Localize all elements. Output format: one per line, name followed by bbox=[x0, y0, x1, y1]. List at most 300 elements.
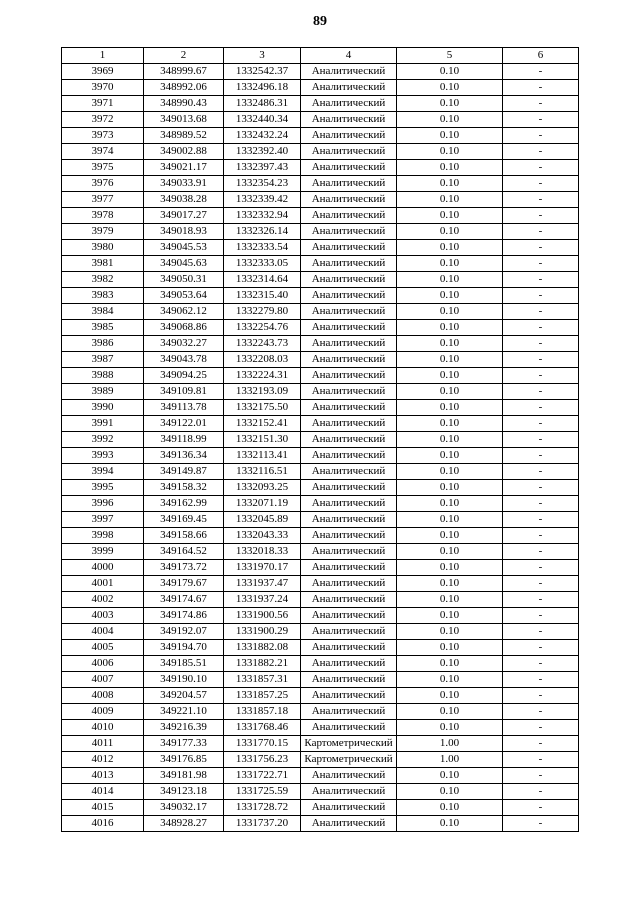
table-body bbox=[62, 64, 579, 832]
x-coordinate-cell: 348989.52 bbox=[144, 128, 224, 144]
x-coordinate-cell: 349221.10 bbox=[144, 704, 224, 720]
method-cell: Аналитический bbox=[301, 592, 397, 608]
note-cell: - bbox=[503, 608, 579, 624]
accuracy-cell: 0.10 bbox=[397, 176, 503, 192]
accuracy-cell: 0.10 bbox=[397, 416, 503, 432]
point-number-cell: 3974 bbox=[62, 144, 144, 160]
point-number-cell: 3991 bbox=[62, 416, 144, 432]
y-coordinate-cell: 1332113.41 bbox=[224, 448, 301, 464]
y-coordinate-cell: 1331857.25 bbox=[224, 688, 301, 704]
note-cell: - bbox=[503, 352, 579, 368]
table-row bbox=[62, 416, 579, 432]
table-row bbox=[62, 432, 579, 448]
point-number-cell: 4010 bbox=[62, 720, 144, 736]
note-cell: - bbox=[503, 736, 579, 752]
y-coordinate-cell: 1332332.94 bbox=[224, 208, 301, 224]
note-cell: - bbox=[503, 128, 579, 144]
point-number-cell: 4008 bbox=[62, 688, 144, 704]
point-number-cell: 3981 bbox=[62, 256, 144, 272]
y-coordinate-cell: 1332279.80 bbox=[224, 304, 301, 320]
x-coordinate-cell: 349045.63 bbox=[144, 256, 224, 272]
y-coordinate-cell: 1332018.33 bbox=[224, 544, 301, 560]
y-coordinate-cell: 1331857.31 bbox=[224, 672, 301, 688]
method-cell: Аналитический bbox=[301, 288, 397, 304]
x-coordinate-cell: 348992.06 bbox=[144, 80, 224, 96]
accuracy-cell: 0.10 bbox=[397, 448, 503, 464]
y-coordinate-cell: 1331722.71 bbox=[224, 768, 301, 784]
note-cell: - bbox=[503, 240, 579, 256]
point-number-cell: 4015 bbox=[62, 800, 144, 816]
method-cell: Аналитический bbox=[301, 496, 397, 512]
y-coordinate-cell: 1331900.29 bbox=[224, 624, 301, 640]
method-cell: Аналитический bbox=[301, 560, 397, 576]
point-number-cell: 3986 bbox=[62, 336, 144, 352]
method-cell: Аналитический bbox=[301, 816, 397, 832]
x-coordinate-cell: 349062.12 bbox=[144, 304, 224, 320]
point-number-cell: 4009 bbox=[62, 704, 144, 720]
table-row bbox=[62, 384, 579, 400]
point-number-cell: 3977 bbox=[62, 192, 144, 208]
note-cell: - bbox=[503, 320, 579, 336]
point-number-cell: 3996 bbox=[62, 496, 144, 512]
x-coordinate-cell: 349118.99 bbox=[144, 432, 224, 448]
method-cell: Аналитический bbox=[301, 576, 397, 592]
x-coordinate-cell: 349123.18 bbox=[144, 784, 224, 800]
table-row bbox=[62, 704, 579, 720]
point-number-cell: 3980 bbox=[62, 240, 144, 256]
table-row bbox=[62, 672, 579, 688]
table-row bbox=[62, 304, 579, 320]
note-cell: - bbox=[503, 560, 579, 576]
accuracy-cell: 0.10 bbox=[397, 656, 503, 672]
y-coordinate-cell: 1332440.34 bbox=[224, 112, 301, 128]
x-coordinate-cell: 349173.72 bbox=[144, 560, 224, 576]
y-coordinate-cell: 1331728.72 bbox=[224, 800, 301, 816]
note-cell: - bbox=[503, 272, 579, 288]
x-coordinate-cell: 349068.86 bbox=[144, 320, 224, 336]
y-coordinate-cell: 1331770.15 bbox=[224, 736, 301, 752]
method-cell: Аналитический bbox=[301, 528, 397, 544]
method-cell: Аналитический bbox=[301, 112, 397, 128]
point-number-cell: 3970 bbox=[62, 80, 144, 96]
method-cell: Аналитический bbox=[301, 544, 397, 560]
point-number-cell: 4013 bbox=[62, 768, 144, 784]
note-cell: - bbox=[503, 464, 579, 480]
x-coordinate-cell: 349017.27 bbox=[144, 208, 224, 224]
x-coordinate-cell: 349053.64 bbox=[144, 288, 224, 304]
note-cell: - bbox=[503, 512, 579, 528]
x-coordinate-cell: 349032.17 bbox=[144, 800, 224, 816]
table-row bbox=[62, 176, 579, 192]
method-cell: Аналитический bbox=[301, 192, 397, 208]
y-coordinate-cell: 1332354.23 bbox=[224, 176, 301, 192]
table-row bbox=[62, 496, 579, 512]
y-coordinate-cell: 1332045.89 bbox=[224, 512, 301, 528]
table-row bbox=[62, 144, 579, 160]
y-coordinate-cell: 1332496.18 bbox=[224, 80, 301, 96]
y-coordinate-cell: 1331937.47 bbox=[224, 576, 301, 592]
x-coordinate-cell: 349158.32 bbox=[144, 480, 224, 496]
y-coordinate-cell: 1332333.05 bbox=[224, 256, 301, 272]
note-cell: - bbox=[503, 720, 579, 736]
y-coordinate-cell: 1332339.42 bbox=[224, 192, 301, 208]
note-cell: - bbox=[503, 432, 579, 448]
accuracy-cell: 0.10 bbox=[397, 288, 503, 304]
x-coordinate-cell: 349216.39 bbox=[144, 720, 224, 736]
point-number-cell: 3972 bbox=[62, 112, 144, 128]
method-cell: Аналитический bbox=[301, 624, 397, 640]
x-coordinate-cell: 349185.51 bbox=[144, 656, 224, 672]
y-coordinate-cell: 1332151.30 bbox=[224, 432, 301, 448]
accuracy-cell: 0.10 bbox=[397, 480, 503, 496]
x-coordinate-cell: 349177.33 bbox=[144, 736, 224, 752]
method-cell: Аналитический bbox=[301, 128, 397, 144]
point-number-cell: 3992 bbox=[62, 432, 144, 448]
note-cell: - bbox=[503, 288, 579, 304]
y-coordinate-cell: 1332333.54 bbox=[224, 240, 301, 256]
method-cell: Аналитический bbox=[301, 432, 397, 448]
column-header: 3 bbox=[224, 48, 301, 64]
method-cell: Аналитический bbox=[301, 784, 397, 800]
x-coordinate-cell: 349176.85 bbox=[144, 752, 224, 768]
accuracy-cell: 0.10 bbox=[397, 208, 503, 224]
column-header: 5 bbox=[397, 48, 503, 64]
method-cell: Картометрический bbox=[301, 752, 397, 768]
column-header: 1 bbox=[62, 48, 144, 64]
method-cell: Аналитический bbox=[301, 480, 397, 496]
accuracy-cell: 0.10 bbox=[397, 816, 503, 832]
x-coordinate-cell: 349149.87 bbox=[144, 464, 224, 480]
accuracy-cell: 0.10 bbox=[397, 768, 503, 784]
accuracy-cell: 0.10 bbox=[397, 192, 503, 208]
accuracy-cell: 0.10 bbox=[397, 720, 503, 736]
table-row bbox=[62, 720, 579, 736]
accuracy-cell: 0.10 bbox=[397, 96, 503, 112]
x-coordinate-cell: 349045.53 bbox=[144, 240, 224, 256]
table-row bbox=[62, 576, 579, 592]
y-coordinate-cell: 1331768.46 bbox=[224, 720, 301, 736]
point-number-cell: 3998 bbox=[62, 528, 144, 544]
note-cell: - bbox=[503, 304, 579, 320]
table-row bbox=[62, 784, 579, 800]
accuracy-cell: 0.10 bbox=[397, 304, 503, 320]
point-number-cell: 4014 bbox=[62, 784, 144, 800]
x-coordinate-cell: 348990.43 bbox=[144, 96, 224, 112]
accuracy-cell: 0.10 bbox=[397, 464, 503, 480]
point-number-cell: 4007 bbox=[62, 672, 144, 688]
table-row bbox=[62, 112, 579, 128]
note-cell: - bbox=[503, 192, 579, 208]
y-coordinate-cell: 1332152.41 bbox=[224, 416, 301, 432]
accuracy-cell: 0.10 bbox=[397, 368, 503, 384]
table-row bbox=[62, 368, 579, 384]
y-coordinate-cell: 1332326.14 bbox=[224, 224, 301, 240]
point-number-cell: 4016 bbox=[62, 816, 144, 832]
accuracy-cell: 0.10 bbox=[397, 256, 503, 272]
accuracy-cell: 0.10 bbox=[397, 640, 503, 656]
method-cell: Аналитический bbox=[301, 448, 397, 464]
accuracy-cell: 0.10 bbox=[397, 496, 503, 512]
y-coordinate-cell: 1332093.25 bbox=[224, 480, 301, 496]
note-cell: - bbox=[503, 384, 579, 400]
method-cell: Аналитический bbox=[301, 400, 397, 416]
point-number-cell: 3999 bbox=[62, 544, 144, 560]
point-number-cell: 3995 bbox=[62, 480, 144, 496]
note-cell: - bbox=[503, 160, 579, 176]
point-number-cell: 4000 bbox=[62, 560, 144, 576]
method-cell: Аналитический bbox=[301, 304, 397, 320]
x-coordinate-cell: 349109.81 bbox=[144, 384, 224, 400]
note-cell: - bbox=[503, 784, 579, 800]
note-cell: - bbox=[503, 624, 579, 640]
accuracy-cell: 0.10 bbox=[397, 544, 503, 560]
point-number-cell: 3978 bbox=[62, 208, 144, 224]
method-cell: Аналитический bbox=[301, 96, 397, 112]
accuracy-cell: 0.10 bbox=[397, 400, 503, 416]
point-number-cell: 4005 bbox=[62, 640, 144, 656]
method-cell: Аналитический bbox=[301, 656, 397, 672]
x-coordinate-cell: 349174.67 bbox=[144, 592, 224, 608]
table-row bbox=[62, 608, 579, 624]
method-cell: Аналитический bbox=[301, 416, 397, 432]
accuracy-cell: 0.10 bbox=[397, 608, 503, 624]
table-header-row bbox=[62, 48, 579, 64]
method-cell: Аналитический bbox=[301, 320, 397, 336]
x-coordinate-cell: 349162.99 bbox=[144, 496, 224, 512]
table-row bbox=[62, 320, 579, 336]
table-row bbox=[62, 736, 579, 752]
table-row bbox=[62, 464, 579, 480]
point-number-cell: 3971 bbox=[62, 96, 144, 112]
y-coordinate-cell: 1331900.56 bbox=[224, 608, 301, 624]
accuracy-cell: 0.10 bbox=[397, 320, 503, 336]
point-number-cell: 4003 bbox=[62, 608, 144, 624]
x-coordinate-cell: 349038.28 bbox=[144, 192, 224, 208]
x-coordinate-cell: 349136.34 bbox=[144, 448, 224, 464]
table-row bbox=[62, 64, 579, 80]
y-coordinate-cell: 1332397.43 bbox=[224, 160, 301, 176]
y-coordinate-cell: 1332175.50 bbox=[224, 400, 301, 416]
method-cell: Аналитический bbox=[301, 768, 397, 784]
accuracy-cell: 0.10 bbox=[397, 336, 503, 352]
table-row bbox=[62, 80, 579, 96]
note-cell: - bbox=[503, 224, 579, 240]
table-row bbox=[62, 448, 579, 464]
point-number-cell: 3979 bbox=[62, 224, 144, 240]
point-number-cell: 3993 bbox=[62, 448, 144, 464]
x-coordinate-cell: 348928.27 bbox=[144, 816, 224, 832]
y-coordinate-cell: 1331882.21 bbox=[224, 656, 301, 672]
note-cell: - bbox=[503, 448, 579, 464]
y-coordinate-cell: 1332193.09 bbox=[224, 384, 301, 400]
y-coordinate-cell: 1331882.08 bbox=[224, 640, 301, 656]
column-header: 2 bbox=[144, 48, 224, 64]
x-coordinate-cell: 349204.57 bbox=[144, 688, 224, 704]
accuracy-cell: 0.10 bbox=[397, 240, 503, 256]
point-number-cell: 4006 bbox=[62, 656, 144, 672]
x-coordinate-cell: 349050.31 bbox=[144, 272, 224, 288]
point-number-cell: 3983 bbox=[62, 288, 144, 304]
point-number-cell: 3984 bbox=[62, 304, 144, 320]
note-cell: - bbox=[503, 576, 579, 592]
y-coordinate-cell: 1332542.37 bbox=[224, 64, 301, 80]
method-cell: Аналитический bbox=[301, 64, 397, 80]
table-row bbox=[62, 816, 579, 832]
note-cell: - bbox=[503, 400, 579, 416]
method-cell: Аналитический bbox=[301, 80, 397, 96]
table-row bbox=[62, 96, 579, 112]
x-coordinate-cell: 349192.07 bbox=[144, 624, 224, 640]
accuracy-cell: 0.10 bbox=[397, 624, 503, 640]
accuracy-cell: 0.10 bbox=[397, 672, 503, 688]
point-number-cell: 4004 bbox=[62, 624, 144, 640]
accuracy-cell: 0.10 bbox=[397, 64, 503, 80]
accuracy-cell: 0.10 bbox=[397, 384, 503, 400]
x-coordinate-cell: 348999.67 bbox=[144, 64, 224, 80]
table-row bbox=[62, 592, 579, 608]
y-coordinate-cell: 1332254.76 bbox=[224, 320, 301, 336]
method-cell: Аналитический bbox=[301, 368, 397, 384]
accuracy-cell: 0.10 bbox=[397, 128, 503, 144]
x-coordinate-cell: 349021.17 bbox=[144, 160, 224, 176]
note-cell: - bbox=[503, 592, 579, 608]
note-cell: - bbox=[503, 368, 579, 384]
point-number-cell: 4001 bbox=[62, 576, 144, 592]
table-row bbox=[62, 624, 579, 640]
y-coordinate-cell: 1331857.18 bbox=[224, 704, 301, 720]
table-row bbox=[62, 160, 579, 176]
note-cell: - bbox=[503, 112, 579, 128]
y-coordinate-cell: 1331725.59 bbox=[224, 784, 301, 800]
method-cell: Аналитический bbox=[301, 688, 397, 704]
table-row bbox=[62, 208, 579, 224]
point-number-cell: 3987 bbox=[62, 352, 144, 368]
y-coordinate-cell: 1332392.40 bbox=[224, 144, 301, 160]
method-cell: Аналитический bbox=[301, 240, 397, 256]
method-cell: Аналитический bbox=[301, 160, 397, 176]
column-header: 6 bbox=[503, 48, 579, 64]
x-coordinate-cell: 349181.98 bbox=[144, 768, 224, 784]
note-cell: - bbox=[503, 256, 579, 272]
page-number: 89 bbox=[313, 14, 327, 29]
y-coordinate-cell: 1332432.24 bbox=[224, 128, 301, 144]
accuracy-cell: 0.10 bbox=[397, 112, 503, 128]
point-number-cell: 4002 bbox=[62, 592, 144, 608]
accuracy-cell: 0.10 bbox=[397, 784, 503, 800]
note-cell: - bbox=[503, 688, 579, 704]
table-row bbox=[62, 656, 579, 672]
note-cell: - bbox=[503, 544, 579, 560]
point-number-cell: 3994 bbox=[62, 464, 144, 480]
table-row bbox=[62, 224, 579, 240]
table-row bbox=[62, 400, 579, 416]
method-cell: Аналитический bbox=[301, 352, 397, 368]
method-cell: Аналитический bbox=[301, 176, 397, 192]
note-cell: - bbox=[503, 672, 579, 688]
table-row bbox=[62, 128, 579, 144]
point-number-cell: 3988 bbox=[62, 368, 144, 384]
note-cell: - bbox=[503, 496, 579, 512]
y-coordinate-cell: 1332243.73 bbox=[224, 336, 301, 352]
table-row bbox=[62, 512, 579, 528]
method-cell: Аналитический bbox=[301, 464, 397, 480]
method-cell: Аналитический bbox=[301, 800, 397, 816]
note-cell: - bbox=[503, 528, 579, 544]
note-cell: - bbox=[503, 416, 579, 432]
note-cell: - bbox=[503, 768, 579, 784]
y-coordinate-cell: 1332208.03 bbox=[224, 352, 301, 368]
note-cell: - bbox=[503, 800, 579, 816]
point-number-cell: 3989 bbox=[62, 384, 144, 400]
y-coordinate-cell: 1332224.31 bbox=[224, 368, 301, 384]
point-number-cell: 3997 bbox=[62, 512, 144, 528]
note-cell: - bbox=[503, 704, 579, 720]
point-number-cell: 3973 bbox=[62, 128, 144, 144]
y-coordinate-cell: 1331737.20 bbox=[224, 816, 301, 832]
table-row bbox=[62, 192, 579, 208]
point-number-cell: 3982 bbox=[62, 272, 144, 288]
accuracy-cell: 0.10 bbox=[397, 592, 503, 608]
note-cell: - bbox=[503, 64, 579, 80]
table-row bbox=[62, 272, 579, 288]
note-cell: - bbox=[503, 656, 579, 672]
accuracy-cell: 0.10 bbox=[397, 432, 503, 448]
table-row bbox=[62, 240, 579, 256]
x-coordinate-cell: 349002.88 bbox=[144, 144, 224, 160]
accuracy-cell: 0.10 bbox=[397, 528, 503, 544]
method-cell: Аналитический bbox=[301, 512, 397, 528]
table-row bbox=[62, 544, 579, 560]
x-coordinate-cell: 349113.78 bbox=[144, 400, 224, 416]
accuracy-cell: 1.00 bbox=[397, 752, 503, 768]
table-row bbox=[62, 800, 579, 816]
point-number-cell: 3990 bbox=[62, 400, 144, 416]
accuracy-cell: 0.10 bbox=[397, 272, 503, 288]
y-coordinate-cell: 1332043.33 bbox=[224, 528, 301, 544]
x-coordinate-cell: 349169.45 bbox=[144, 512, 224, 528]
accuracy-cell: 1.00 bbox=[397, 736, 503, 752]
x-coordinate-cell: 349043.78 bbox=[144, 352, 224, 368]
point-number-cell: 3976 bbox=[62, 176, 144, 192]
table-row bbox=[62, 560, 579, 576]
x-coordinate-cell: 349179.67 bbox=[144, 576, 224, 592]
x-coordinate-cell: 349190.10 bbox=[144, 672, 224, 688]
method-cell: Аналитический bbox=[301, 224, 397, 240]
table-row bbox=[62, 352, 579, 368]
table-row bbox=[62, 528, 579, 544]
point-number-cell: 4011 bbox=[62, 736, 144, 752]
method-cell: Аналитический bbox=[301, 256, 397, 272]
method-cell: Аналитический bbox=[301, 208, 397, 224]
note-cell: - bbox=[503, 336, 579, 352]
y-coordinate-cell: 1331756.23 bbox=[224, 752, 301, 768]
y-coordinate-cell: 1332314.64 bbox=[224, 272, 301, 288]
x-coordinate-cell: 349122.01 bbox=[144, 416, 224, 432]
accuracy-cell: 0.10 bbox=[397, 800, 503, 816]
table-row bbox=[62, 256, 579, 272]
accuracy-cell: 0.10 bbox=[397, 80, 503, 96]
method-cell: Аналитический bbox=[301, 704, 397, 720]
note-cell: - bbox=[503, 640, 579, 656]
x-coordinate-cell: 349174.86 bbox=[144, 608, 224, 624]
point-number-cell: 3969 bbox=[62, 64, 144, 80]
table-row bbox=[62, 768, 579, 784]
point-number-cell: 3985 bbox=[62, 320, 144, 336]
method-cell: Аналитический bbox=[301, 144, 397, 160]
accuracy-cell: 0.10 bbox=[397, 560, 503, 576]
accuracy-cell: 0.10 bbox=[397, 352, 503, 368]
method-cell: Аналитический bbox=[301, 720, 397, 736]
